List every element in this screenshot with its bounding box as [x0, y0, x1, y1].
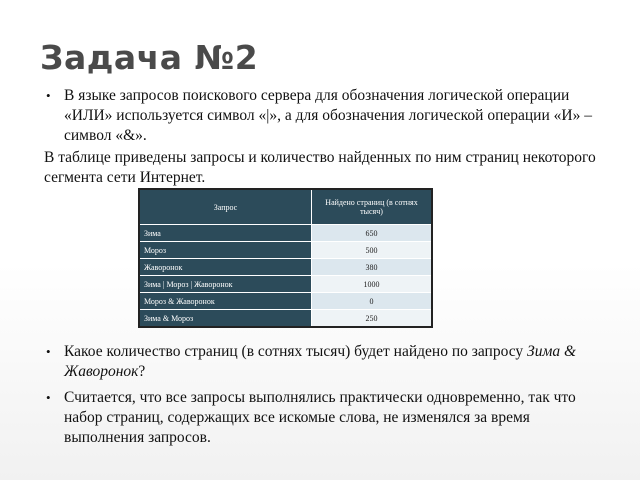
header-count: Найдено страниц (в сотнях тысяч): [312, 189, 433, 225]
table-row: [139, 242, 432, 259]
question-query: Зима & Жаворонок: [64, 343, 577, 380]
question-end: ?: [138, 363, 146, 380]
count-cell: 650: [312, 225, 433, 242]
slide-title: Задача №2: [40, 38, 259, 77]
count-cell: 380: [312, 259, 433, 276]
count-cell: 0: [312, 293, 433, 310]
count-cell: 1000: [312, 276, 433, 293]
operators-text: В языке запросов поискового сервера для обозначения логической операции «ИЛИ» используется символ «|», а для обозначения логической операции «И» – символ «&».: [64, 87, 592, 144]
bullet-operators: [46, 86, 611, 146]
query-cell: Зима: [139, 225, 312, 242]
question-text: Какое количество страниц (в сотнях тысяч) будет найдено по запросу: [64, 343, 528, 360]
table-header-row: [139, 189, 432, 225]
bullet-note: [46, 388, 611, 448]
query-cell: Мороз & Жаворонок: [139, 293, 312, 310]
table-row: [139, 293, 432, 310]
bullet-marker: •: [46, 344, 51, 359]
table-row: [139, 225, 432, 242]
query-cell: Мороз: [139, 242, 312, 259]
note-text: Считается, что все запросы выполнялись практически одновременно, так что набор страниц, содержащих все искомые слова, не изменялся за время выполнения запросов.: [64, 389, 576, 446]
bullet-marker: •: [46, 88, 51, 103]
table-row: [139, 259, 432, 276]
table-row: [139, 310, 432, 328]
query-cell: Зима & Мороз: [139, 310, 312, 328]
table-intro-text: В таблице приведены запросы и количество найденных по ним страниц некоторого сегмента сети Интернет.: [44, 149, 596, 186]
table-row: [139, 276, 432, 293]
query-cell: Жаворонок: [139, 259, 312, 276]
query-cell: Зима | Мороз | Жаворонок: [139, 276, 312, 293]
header-query: Запрос: [139, 189, 312, 225]
bullet-question: [46, 342, 611, 382]
count-cell: 500: [312, 242, 433, 259]
queries-table: [138, 188, 433, 328]
bullet-marker: •: [46, 390, 51, 405]
count-cell: 250: [312, 310, 433, 328]
